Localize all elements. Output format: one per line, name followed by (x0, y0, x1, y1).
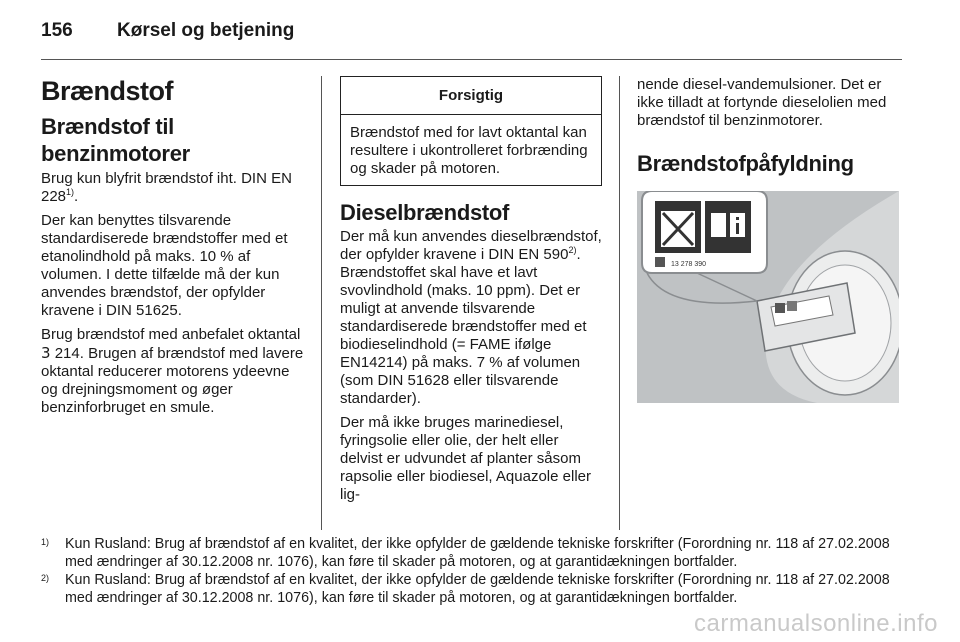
page-reference-icon[interactable]: 3 (41, 344, 51, 362)
footnote-mark: 2) (41, 573, 50, 583)
caution-title: Forsigtig (341, 77, 601, 115)
page-number: 156 (41, 20, 73, 41)
column-divider-2 (619, 76, 620, 530)
label-sticker-icon (787, 301, 797, 311)
footnotes (41, 535, 911, 607)
figure-code-label: 13 278 390 (671, 261, 707, 268)
chapter-title: Kørsel og betjening (117, 20, 295, 41)
watermark: carmanualsonline.info (694, 610, 938, 637)
paragraph-unleaded: Brug kun blyfrit brændstof iht. DIN EN 228$^{1)}$. (41, 170, 292, 205)
footnote-text: Kun Rusland: Brug af brændstof af en kvalitet, der ikke opfylder de gældende tekniske forskrifter (Forordning nr. 118 af 27.02.2008 med ændringer af 30.12.2008 nr. 1076), kan føre til skader på motoren, og at garantidækningen bortfalder. (65, 572, 890, 606)
header-divider (41, 59, 902, 60)
caution-text: Brændstof med for lavt oktantal kan resultere i ukontrolleret forbrænding og skader på motoren. (350, 124, 588, 177)
footnote-1 (41, 535, 911, 571)
label-sticker-icon (775, 303, 785, 313)
footnote-text: Kun Rusland: Brug af brændstof af en kvalitet, der ikke opfylder de gældende tekniske forskrifter (Forordning nr. 118 af 27.02.2008 med ændringer af 30.12.2008 nr. 1076), kan føre til skader på motoren, og at garantidækningen bortfalder. (65, 536, 890, 570)
column-3 (637, 76, 903, 403)
label-code-icon (655, 257, 665, 267)
paragraph-ethanol: Der kan benyttes tilsvarende standardiserede brændstoffer med et etanolindhold på maks. 10 % af volumen. I dette tilfælde må der kun anvendes brændstof, der opfylder kravene i DIN 51625. (41, 212, 288, 319)
column-2 (340, 76, 602, 510)
paragraph-diesel-standard: Der må kun anvendes dieselbrændstof, der opfylder kravene i DIN EN 590$^{2)}$. Brændstoffet skal have et lavt svovlindhold (maks. 10 ppm). Det er muligt at anvende tilsvarende standardiserede brændstoffer med et biodieselindhold (= FAME ifølge EN14214) på maks. 7 % af volumen (som DIN 51628 eller tilsvarende standarder). (340, 228, 602, 407)
subheading-petrol-engines: Brændstof til benzinmotorer (41, 114, 190, 166)
section-heading-diesel: Dieselbrændstof (340, 200, 510, 225)
paragraph-diesel-continued: nende diesel-vandemulsioner. Det er ikke tilladt at fortynde dieselolien med brændstof til benzinmotorer. (637, 76, 887, 129)
fuel-filler-illustration (637, 191, 899, 403)
paragraph-octane: Brug brændstof med anbefalet oktantal 3 214. Brugen af brændstof med lavere oktantal reducerer motorens ydeevne og drejningsmoment og øger benzinforbruget en smule. (41, 326, 304, 416)
column-divider-1 (321, 76, 322, 530)
footnote-ref-2[interactable]: 2) (568, 245, 577, 255)
caution-box (340, 76, 602, 186)
section-heading-refuelling: Brændstofpåfyldning (637, 151, 854, 176)
footnote-mark: 1) (41, 537, 50, 547)
column-1 (41, 76, 306, 423)
footnote-2 (41, 571, 911, 607)
fuel-filler-flap-figure (637, 191, 899, 403)
footnote-ref-1[interactable]: 1) (66, 187, 75, 197)
paragraph-diesel-forbidden: Der må ikke bruges marinediesel, fyringsolie eller olie, der helt eller delvist er udvundet af planter såsom rapsolie eller biodiesel, Aquazole eller lig- (340, 414, 591, 503)
section-heading-fuel: Brændstof (41, 76, 173, 106)
